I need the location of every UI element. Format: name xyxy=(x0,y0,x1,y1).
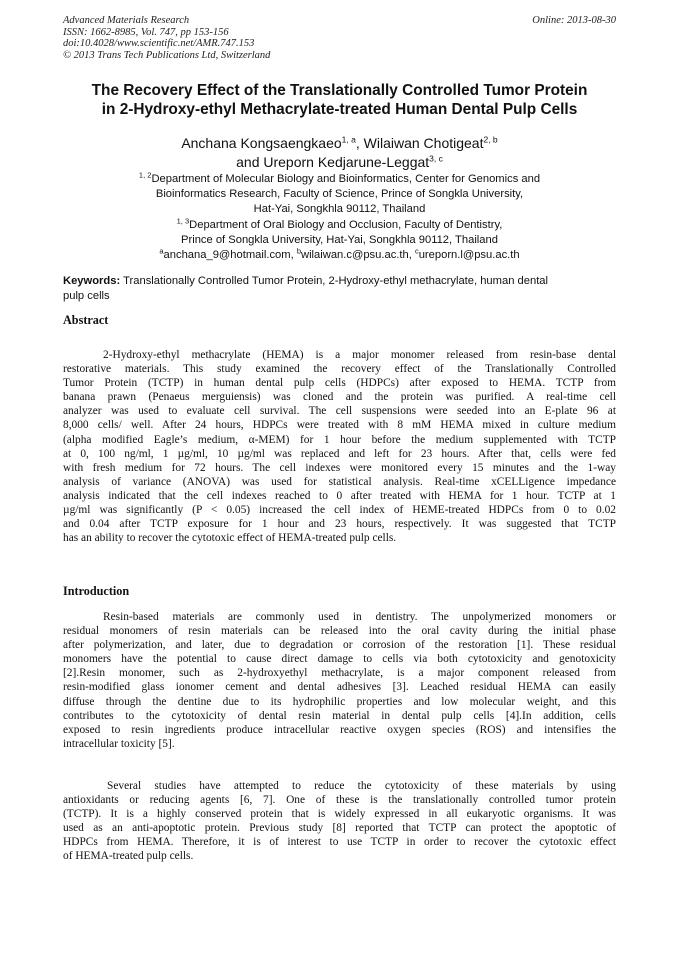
introduction-paragraph-1 xyxy=(63,610,616,751)
affiliation-1-line-3: Hat-Yai, Songkhla 90112, Thailand xyxy=(253,203,426,216)
email-c-sup: c xyxy=(414,246,419,256)
affiliation-2-text-1: Department of Oral Biology and Occlusion, Faculty of Dentistry, xyxy=(189,218,503,231)
introduction-heading: Introduction xyxy=(63,584,130,598)
email-a-sup: a xyxy=(159,246,164,256)
online-date: Online: 2013-08-30 xyxy=(532,15,616,26)
keywords-text-1: Translationally Controlled Tumor Protein, 2-Hydroxy-ethyl methacrylate, human dental xyxy=(120,275,549,287)
affiliation-1-line-1 xyxy=(63,172,616,187)
abstract-body xyxy=(63,348,616,545)
text-line: monomers have the potential to cause direct damage to cells via both cytotoxicity and genotoxicity xyxy=(63,653,616,666)
author-separator: , xyxy=(355,135,364,151)
email-b: wilaiwan.c@psu.ac.th, xyxy=(300,249,415,262)
text-line: contributes to the cytotoxicity of dental resin material in dental pulp cells [4].In addition, cells xyxy=(63,709,616,722)
author-list xyxy=(63,134,616,172)
author-row-1 xyxy=(63,134,616,153)
text-line: analysis of variance (ANOVA) was used for statistical analysis. Real-time xCELLigence impedance xyxy=(63,475,616,488)
text-line: analyzer was used to evaluate cell survival. The cell suspensions were seeded into an E-plate 96 at xyxy=(63,405,616,418)
copyright-line: © 2013 Trans Tech Publications Ltd, Switzerland xyxy=(63,49,271,61)
affiliation-2-line-1 xyxy=(63,215,616,233)
author-row-2 xyxy=(63,153,616,172)
text-line: with fresh medium for 72 hours. The cell indexes were monitored every 15 minutes and the 1-way xyxy=(63,461,616,474)
text-line: residual monomers of resin materials can be released into the oral cavity during the initial phase xyxy=(63,625,616,638)
text-line: exposed to resin ingredients produce intracellular reactive oxygen species (ROS) and intensifies the xyxy=(63,723,616,736)
text-line: Tumor Protein (TCTP) in human dental pulp cells (HDPCs) after exposed to HEMA. TCTP from xyxy=(63,377,616,390)
keywords xyxy=(63,274,616,304)
title-line-1: The Recovery Effect of the Translationally Controlled Tumor Protein xyxy=(91,82,588,99)
text-line: at 0, 100 ng/ml, 1 µg/ml, 10 µg/ml was replaced and left for 23 hours. After that, cells were fed xyxy=(63,447,616,460)
text-line: resin-modified glass ionomer cement and dental adhesives [3]. Leached residual HEMA can easily xyxy=(63,681,616,694)
journal-header xyxy=(63,15,616,61)
email-line xyxy=(63,248,616,263)
affiliation-1-line-2: Bioinformatics Research, Faculty of Science, Prince of Songkla University, xyxy=(155,188,524,201)
text-line: antioxidants or reducing agents [6, 7]. One of these is the translationally controlled tumor protein xyxy=(63,794,616,807)
keywords-label: Keywords: xyxy=(63,275,121,287)
text-line: Several studies have attempted to reduce the cytotoxicity of these materials by using xyxy=(107,780,616,792)
affiliations xyxy=(63,172,616,263)
doi-line: doi:10.4028/www.scientific.net/AMR.747.153 xyxy=(63,38,255,49)
author-3-sup: 3, c xyxy=(429,153,443,164)
keywords-text-2: pulp cells xyxy=(63,289,110,302)
text-line: [2].Resin monomer, such as 2-hydroxyethyl methacrylate, is a major component released from xyxy=(63,667,616,680)
affiliation-1-sup: 1, 2 xyxy=(138,170,152,180)
affiliation-2-line-2: Prince of Songkla University, Hat-Yai, Songkhla 90112, Thailand xyxy=(181,233,498,246)
text-line: Resin-based materials are commonly used in dentistry. The unpolymerized monomers or xyxy=(103,611,616,623)
text-line: and 0.04 after TCTP exposure for 1 hour and 23 hours, respectively. It was suggested that TCTP xyxy=(63,518,616,531)
author-1-sup: 1, a xyxy=(341,134,356,145)
text-line: 8,000 cells/ well. After 24 hours, HDPCs were treated with 8 mM HEMA mixed in culture medium xyxy=(63,419,616,432)
text-line: 2-Hydroxy-ethyl methacrylate (HEMA) is a major monomer released from resin-base dental xyxy=(103,349,616,361)
text-line: after polymerization, and later, due to degradation or corrosion of the restoration [1]. These residual xyxy=(63,639,616,652)
issn-line: ISSN: 1662-8985, Vol. 747, pp 153-156 xyxy=(63,26,229,38)
journal-name: Advanced Materials Research xyxy=(63,15,190,26)
text-line: (alpha modified Eagle’s medium, α-MEM) for 1 hour before the medium supplemented with TCTP xyxy=(63,433,616,446)
text-line: (TCTP). It is a highly conserved protein that is widely expressed in all eukaryotic organisms. It was xyxy=(63,808,616,821)
paper-title xyxy=(63,81,616,119)
email-c: ureporn.l@psu.ac.th xyxy=(418,249,520,262)
text-line: banana prawn (Penaeus merguiensis) was cloned and the protein was purified. A real-time cell xyxy=(63,391,616,404)
author-and: and xyxy=(236,154,264,170)
text-line: of HEMA-treated pulp cells. xyxy=(63,850,194,863)
affiliation-2-sup: 1, 3 xyxy=(176,215,190,225)
author-3: Ureporn Kedjarune-Leggat xyxy=(263,154,430,170)
title-line-2: in 2-Hydroxy-ethyl Methacrylate-treated Human Dental Pulp Cells xyxy=(101,101,578,118)
text-line: diffuse through the dentine due to its hydrophilic properties and low molecular weight, and this xyxy=(63,695,616,708)
introduction-paragraph-2 xyxy=(63,779,616,864)
abstract-heading: Abstract xyxy=(63,313,109,327)
author-2: Wilaiwan Chotigeat xyxy=(363,135,484,151)
email-b-sup: b xyxy=(296,246,301,256)
author-1: Anchana Kongsaengkaeo xyxy=(181,135,342,151)
text-line: µg/ml was significantly (P < 0.05) increased the cell index of HEME-treated HDPCs from 0 to 0.02 xyxy=(63,504,616,517)
text-line: analysis indicated that the cell indexes reached to 0 after treated with HEMA for 1 hour. TCTP at 1 xyxy=(63,489,616,502)
affiliation-1-text-1: Department of Molecular Biology and Bioinformatics, Center for Genomics and xyxy=(151,173,541,185)
text-line: has an ability to recover the cytotoxic effect of HEMA-treated pulp cells. xyxy=(63,532,397,545)
text-line: intracellular toxicity [5]. xyxy=(63,737,175,750)
text-line: restorative materials. This study examined the recovery effect of the Translationally Controlled xyxy=(63,363,616,376)
text-line: HDPCs from HEMA. Therefore, it is of interest to use TCTP in order to recover the cytotoxic effect xyxy=(63,836,616,849)
text-line: used as an anti-apoptotic protein. Previous study [8] reported that TCTP can protect the apoptotic of xyxy=(63,822,616,835)
author-2-sup: 2, b xyxy=(483,134,498,145)
email-a: anchana_9@hotmail.com, xyxy=(163,249,297,262)
